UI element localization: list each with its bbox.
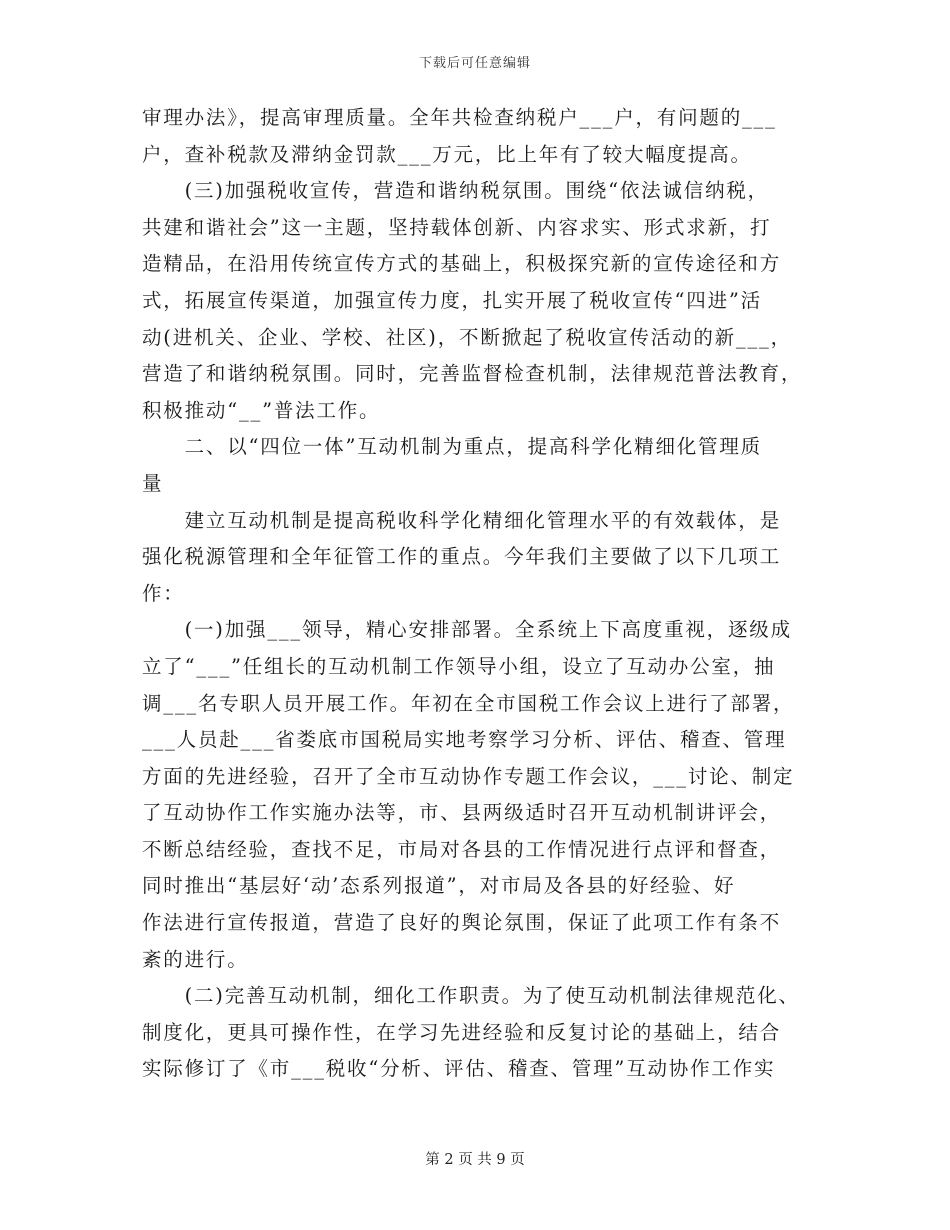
text-line: 式，拓展宣传渠道，加强宣传力度，扎实开展了税收宣传“四进”活 [142, 288, 762, 312]
text-line: 制度化，更具可操作性，在学习先进经验和反复讨论的基础上，结合 [142, 1020, 782, 1044]
text-line: 方面的先进经验，召开了全市互动协作专题工作会议，___讨论、制定 [142, 764, 795, 788]
section-heading-line: 量 [142, 471, 164, 495]
text-line: 不断总结经验，查找不足，市局对各县的工作情况进行点评和督查， [142, 837, 782, 861]
text-line: 动(进机关、企业、学校、社区)，不断掀起了税收宣传活动的新___， [142, 325, 792, 349]
page-header: 下载后可任意编辑 [418, 56, 531, 71]
text-line: 调___名专职人员开展工作。年初在全市国税工作会议上进行了部署， [142, 691, 795, 715]
text-line: (一)加强___领导，精心安排部署。全系统上下高度重视，逐级成 [142, 618, 792, 642]
text-line: ___人员赴___省娄底市国税局实地考察学习分析、评估、稽查、管理 [142, 728, 787, 752]
document-body [142, 100, 807, 1088]
text-line: 实际修订了《市___税收“分析、评估、稽查、管理”互动协作工作实 [142, 1057, 776, 1081]
text-line: 紊的进行。 [142, 947, 249, 971]
section-heading-line: 二、以“四位一体”互动机制为重点，提高科学化精细化管理质 [142, 435, 762, 459]
text-line: 了互动协作工作实施办法等，市、县两级适时召开互动机制讲评会， [142, 801, 782, 825]
text-line: 建立互动机制是提高税收科学化精细化管理水平的有效载体，是 [142, 508, 782, 532]
text-line: 作： [142, 581, 185, 605]
text-line: 强化税源管理和全年征管工作的重点。今年我们主要做了以下几项工 [142, 545, 782, 569]
text-line: 户，查补税款及滞纳金罚款___万元，比上年有了较大幅度提高。 [142, 142, 752, 166]
text-line: (三)加强税收宣传，营造和谐纳税氛围。围绕“依法诚信纳税， [142, 179, 769, 203]
text-line: 共建和谐社会”这一主题，坚持载体创新、内容求实、形式求新，打 [142, 215, 772, 239]
text-line: 作法进行宣传报道，营造了良好的舆论氛围，保证了此项工作有条不 [142, 911, 782, 935]
text-line: (二)完善互动机制，细化工作职责。为了使互动机制法律规范化、 [142, 984, 800, 1008]
text-line: 立了“___”任组长的互动机制工作领导小组，设立了互动办公室，抽 [142, 654, 776, 678]
text-line: 同时推出“基层好‘动’态系列报道”，对市局及各县的好经验、好 [142, 874, 736, 898]
text-line: 造精品，在沿用传统宣传方式的基础上，积极探究新的宣传途径和方 [142, 252, 782, 276]
text-line: 营造了和谐纳税氛围。同时，完善监督检查机制，法律规范普法教育， [142, 362, 803, 386]
page-number: 第 2 页 共 9 页 [425, 1152, 525, 1168]
text-line: 积极推动“__”普法工作。 [142, 398, 381, 422]
text-line: 审理办法》，提高审理质量。全年共检查纳税户___户，有问题的___ [142, 106, 777, 129]
